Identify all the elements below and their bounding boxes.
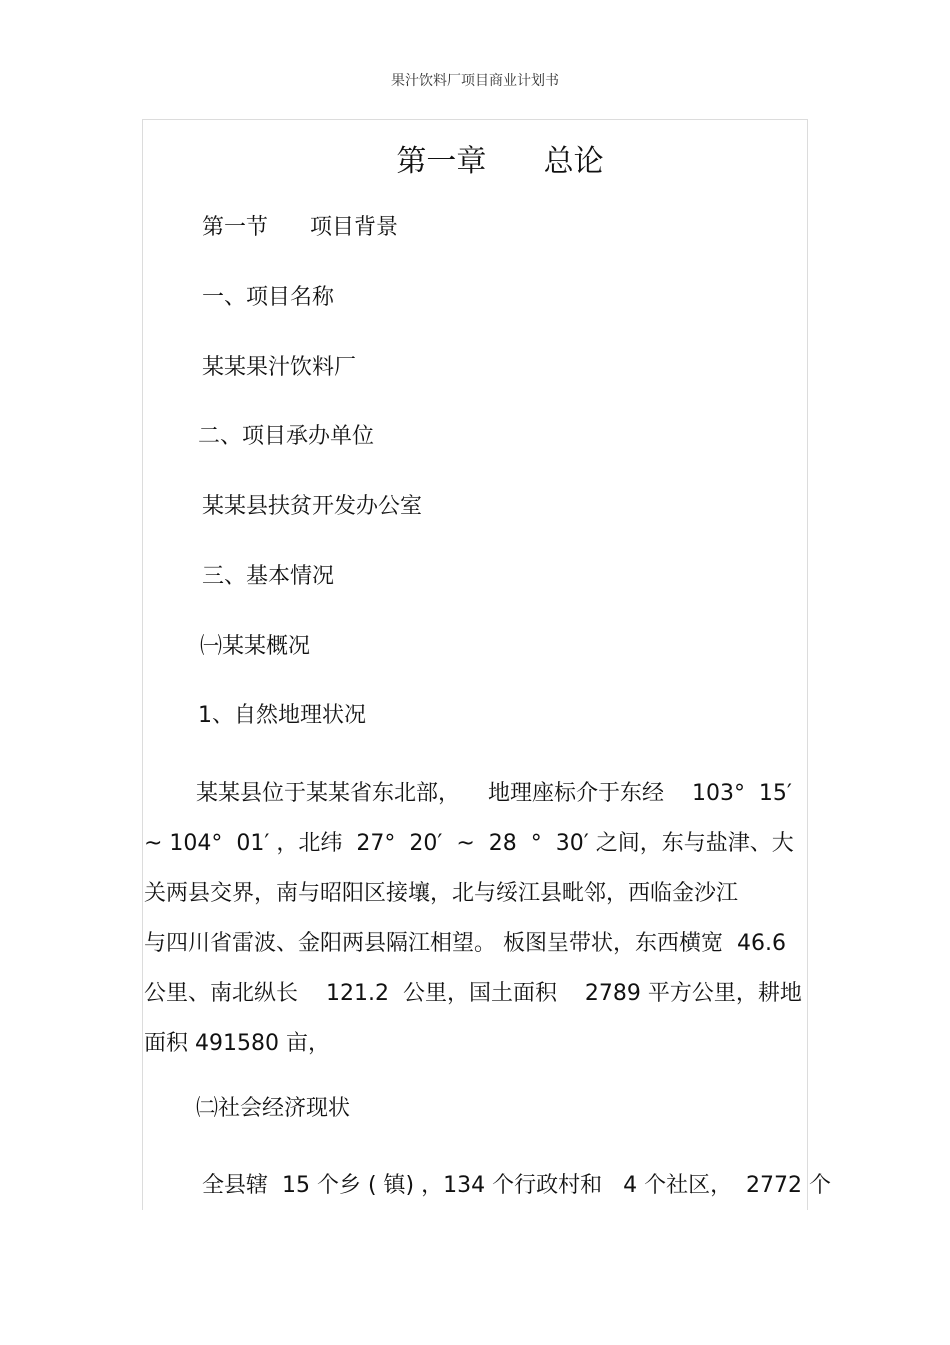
subsection-geography: 1、自然地理状况 — [198, 703, 366, 728]
paragraph-line: 公里、南北纵长 121.2 公里，国土面积 2789 平方公里，耕地 — [144, 981, 802, 1006]
item-heading-basic-info: 三、基本情况 — [202, 564, 335, 589]
paragraph-line: 某某县位于某某省东北部， 地理座标介于东经 103° 15′ — [196, 781, 792, 806]
item-heading-project-name: 一、项目名称 — [202, 285, 335, 310]
subsection-overview: ㈠某某概况 — [200, 634, 311, 659]
paragraph-line: 全县辖 15 个乡 ( 镇) ，134 个行政村和 4 个社区， 2772 个 — [202, 1173, 832, 1198]
subsection-socioeconomic: ㈡社会经济现状 — [196, 1096, 351, 1121]
item-heading-organizer: 二、项目承办单位 — [198, 424, 375, 449]
item-value-project-name: 某某果汁饮料厂 — [202, 355, 357, 380]
paragraph-line: 与四川省雷波、金阳两县隔江相望。 板图呈带状，东西横宽 46.6 — [144, 931, 786, 956]
page-header: 果汁饮料厂项目商业计划书 — [391, 73, 559, 89]
paragraph-line: ~ 104° 01′ ，北纬 27° 20′ ~ 28 ° 30′ 之间，东与盐津、大 — [144, 831, 794, 856]
paragraph-line: 关两县交界，南与昭阳区接壤，北与绥江县毗邻，西临金沙江 — [144, 881, 739, 906]
paragraph-line: 面积 491580 亩， — [144, 1031, 330, 1056]
section-title: 第一节 项目背景 — [202, 215, 398, 240]
chapter-title: 第一章 总论 — [396, 144, 604, 179]
item-value-organizer: 某某县扶贫开发办公室 — [202, 494, 423, 519]
